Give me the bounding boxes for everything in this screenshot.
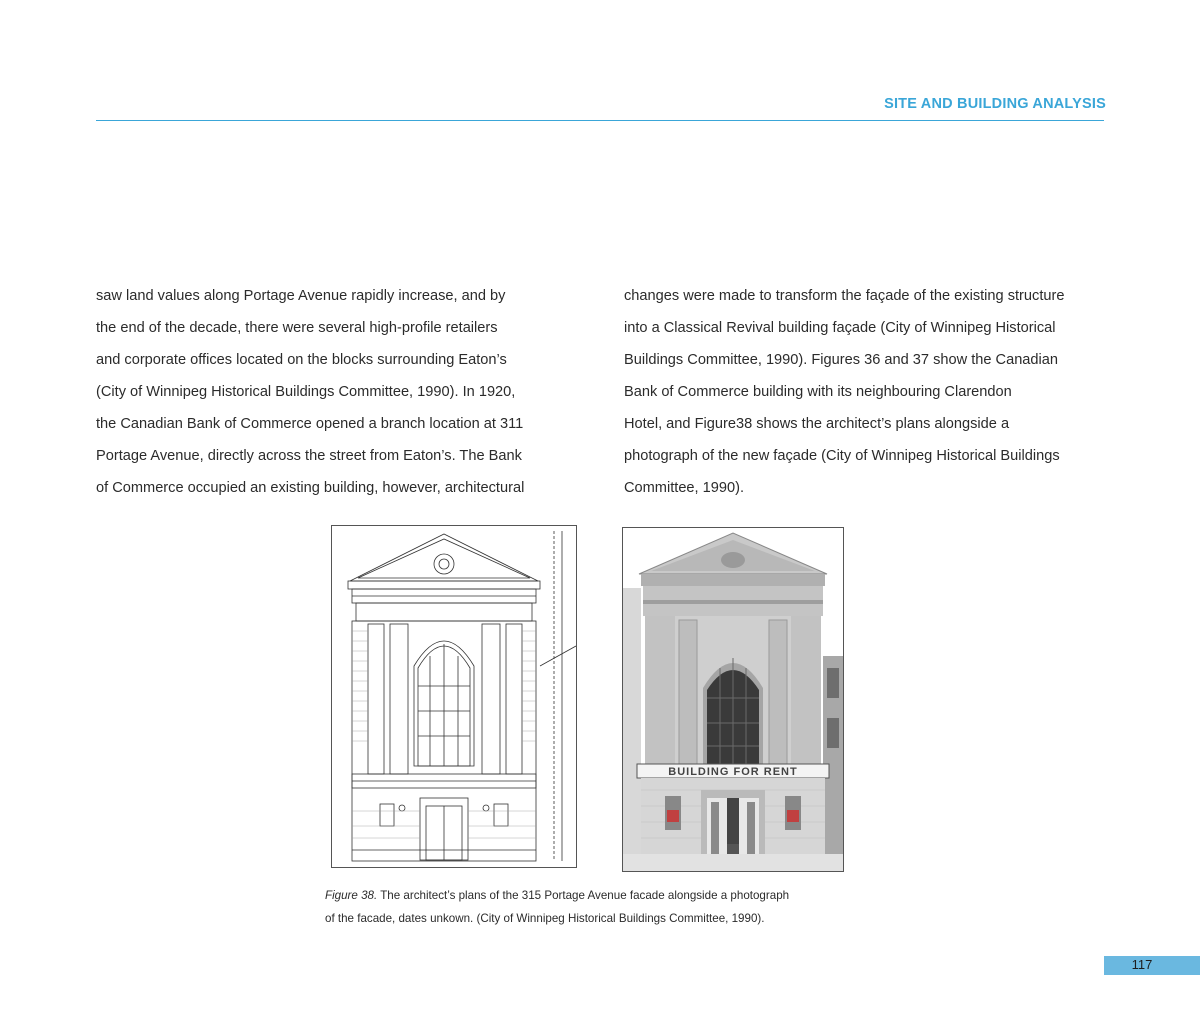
body-line: (City of Winnipeg Historical Buildings Committee, 1990). In 1920, bbox=[96, 384, 516, 400]
facade-drawing-image bbox=[332, 526, 576, 867]
section-title: SITE AND BUILDING ANALYSIS bbox=[884, 96, 1106, 112]
body-line: Committee, 1990). bbox=[624, 480, 745, 496]
body-line: Buildings Committee, 1990). Figures 36 and 37 show the Canadian bbox=[624, 352, 1059, 368]
facade-photograph-figure bbox=[622, 527, 844, 872]
body-line: Portage Avenue, directly across the street from Eaton’s. The Bank bbox=[96, 448, 522, 464]
page-number-tab bbox=[1104, 956, 1200, 975]
body-line: changes were made to transform the façade of the existing structure bbox=[624, 288, 1065, 304]
caption-figure-label: Figure 38. bbox=[325, 889, 378, 902]
page-number: 117 bbox=[1131, 957, 1153, 972]
body-column-left bbox=[96, 280, 524, 504]
body-line: Bank of Commerce building with its neighbouring Clarendon bbox=[624, 384, 1012, 400]
body-line: photograph of the new façade (City of Winnipeg Historical Buildings bbox=[624, 448, 1060, 464]
building-sign-text: BUILDING FOR RENT bbox=[668, 766, 798, 778]
header-rule bbox=[96, 120, 1104, 121]
body-line: and corporate offices located on the blocks surrounding Eaton’s bbox=[96, 352, 507, 368]
body-line: the Canadian Bank of Commerce opened a branch location at 311 bbox=[96, 416, 524, 432]
body-column-right bbox=[624, 280, 1064, 504]
body-line: Hotel, and Figure38 shows the architect’s plans alongside a bbox=[624, 416, 1010, 432]
caption-text: The architect’s plans of the 315 Portage Avenue facade alongside a photograph bbox=[377, 889, 790, 902]
figure-caption bbox=[325, 884, 789, 930]
caption-line-2: of the facade, dates unkown. (City of Winnipeg Historical Buildings Committee, 1990). bbox=[325, 912, 765, 925]
body-line: saw land values along Portage Avenue rapidly increase, and by bbox=[96, 288, 506, 304]
body-line: the end of the decade, there were several high-profile retailers bbox=[96, 320, 498, 336]
body-line: of Commerce occupied an existing building, however, architectural bbox=[96, 480, 525, 496]
body-line: into a Classical Revival building façade (City of Winnipeg Historical bbox=[624, 320, 1056, 336]
facade-drawing-figure bbox=[331, 525, 577, 868]
caption-line-1 bbox=[325, 884, 789, 907]
facade-photograph-image bbox=[623, 528, 843, 871]
